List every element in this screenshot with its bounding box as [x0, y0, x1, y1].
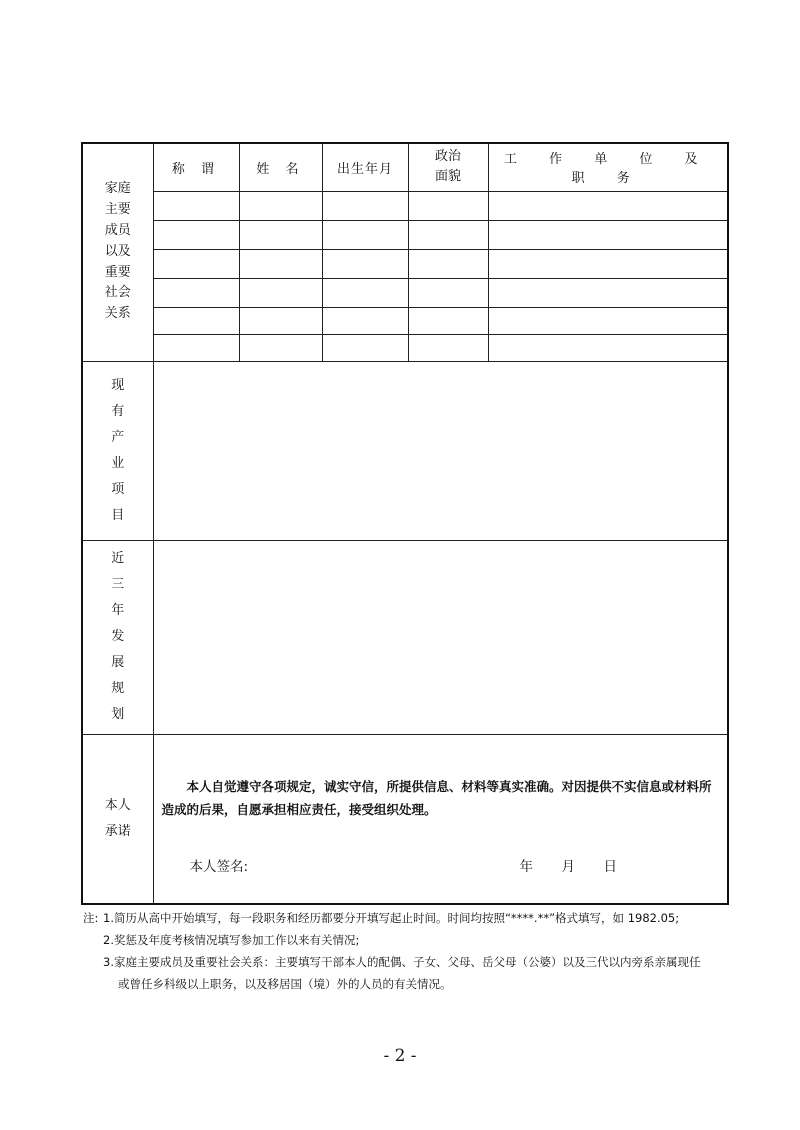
- family-member-row: [82, 334, 728, 361]
- name-cell[interactable]: [239, 220, 322, 249]
- industry-label-char: 项: [111, 481, 125, 497]
- registration-form-table: [81, 142, 729, 905]
- political-cell[interactable]: [408, 220, 488, 249]
- birth-cell[interactable]: [322, 249, 408, 278]
- notes-prefix: 注:: [83, 911, 99, 925]
- family-member-row: [82, 220, 728, 249]
- family-member-row: [82, 191, 728, 220]
- date-year-label: 年: [519, 858, 533, 875]
- plan-label-char: 近: [111, 551, 125, 566]
- plan-label-char: 展: [111, 655, 125, 670]
- note-continuation: 或曾任乡科级以上职务，以及移居国（境）外的人员的有关情况。: [118, 977, 452, 991]
- pledge-label-line: 承诺: [104, 823, 131, 839]
- header-work-unit-position: 工 作 单 位 及 职 务: [488, 143, 728, 191]
- note-text: 2.奖惩及年度考核情况填写参加工作以来有关情况;: [103, 933, 360, 947]
- plan-label-char: 规: [111, 681, 125, 696]
- pledge-content-cell: [153, 734, 728, 904]
- birth-cell[interactable]: [322, 278, 408, 307]
- note-text: 3.家庭主要成员及重要社会关系：主要填写干部本人的配偶、子女、父母、岳父母（公婆）以及三代以内旁系亲属现任: [103, 955, 701, 969]
- family-section-label: [82, 143, 153, 361]
- relation-cell[interactable]: [153, 334, 239, 361]
- family-label-line: 主要: [104, 202, 131, 218]
- work-cell[interactable]: [488, 220, 728, 249]
- plan-label-char: 三: [111, 577, 125, 592]
- name-cell[interactable]: [239, 191, 322, 220]
- pledge-section-label: [82, 734, 153, 904]
- political-cell[interactable]: [408, 249, 488, 278]
- header-name: 姓 名: [239, 143, 322, 191]
- political-cell[interactable]: [408, 307, 488, 334]
- name-cell[interactable]: [239, 278, 322, 307]
- family-label-line: 成员: [104, 223, 131, 239]
- industry-label-char: 现: [111, 377, 125, 393]
- family-label-line: 以及: [104, 243, 131, 259]
- header-relation: 称 谓: [153, 143, 239, 191]
- family-label-line: 家庭: [104, 181, 131, 197]
- date-day-label: 日: [603, 858, 617, 875]
- relation-cell[interactable]: [153, 220, 239, 249]
- industry-content-cell[interactable]: [153, 361, 728, 540]
- plan-content-cell[interactable]: [153, 540, 728, 734]
- family-member-row: [82, 307, 728, 334]
- header-political-line1: 政治: [434, 149, 461, 165]
- relation-cell[interactable]: [153, 191, 239, 220]
- family-label-line: 社会: [104, 285, 131, 301]
- header-birth-date: 出生年月: [322, 143, 408, 191]
- page-number: - 2 -: [383, 1046, 417, 1066]
- birth-cell[interactable]: [322, 334, 408, 361]
- work-cell[interactable]: [488, 334, 728, 361]
- note-item: [83, 929, 743, 951]
- name-cell[interactable]: [239, 307, 322, 334]
- plan-label-char: 年: [111, 603, 125, 618]
- family-label-line: 关系: [104, 306, 131, 322]
- note-item: [83, 907, 743, 929]
- family-label-line: 重要: [104, 264, 131, 280]
- note-text: 1.简历从高中开始填写，每一段职务和经历都要分开填写起止时间。时间均按照“****.**”格式填写，如 1982.05;: [103, 911, 680, 925]
- family-member-row: [82, 278, 728, 307]
- industry-label-char: 产: [111, 429, 125, 445]
- industry-label-char: 业: [111, 455, 125, 471]
- name-cell[interactable]: [239, 249, 322, 278]
- relation-cell[interactable]: [153, 249, 239, 278]
- political-cell[interactable]: [408, 278, 488, 307]
- name-cell[interactable]: [239, 334, 322, 361]
- relation-cell[interactable]: [153, 307, 239, 334]
- birth-cell[interactable]: [322, 191, 408, 220]
- industry-label-char: 有: [111, 403, 125, 419]
- birth-cell[interactable]: [322, 220, 408, 249]
- plan-section-label: [82, 540, 153, 734]
- work-cell[interactable]: [488, 307, 728, 334]
- note-item: [83, 951, 743, 973]
- family-member-row: [82, 249, 728, 278]
- pledge-statement: 本人自觉遵守各项规定，诚实守信，所提供信息、材料等真实准确。对因提供不实信息或材料所造成的后果，自愿承担相应责任，接受组织处理。: [161, 778, 712, 817]
- header-political-line2: 面貌: [434, 169, 461, 185]
- industry-section-label: [82, 361, 153, 540]
- work-cell[interactable]: [488, 191, 728, 220]
- plan-label-char: 发: [111, 629, 125, 644]
- work-cell[interactable]: [488, 278, 728, 307]
- political-cell[interactable]: [408, 191, 488, 220]
- header-political-status: [408, 143, 488, 191]
- signature-label: 本人签名:: [189, 858, 249, 875]
- work-cell[interactable]: [488, 249, 728, 278]
- political-cell[interactable]: [408, 334, 488, 361]
- date-month-label: 月: [561, 858, 575, 875]
- relation-cell[interactable]: [153, 278, 239, 307]
- plan-label-char: 划: [111, 707, 125, 722]
- industry-label-char: 目: [111, 507, 125, 523]
- birth-cell[interactable]: [322, 307, 408, 334]
- pledge-label-line: 本人: [104, 797, 131, 813]
- footnotes: [83, 907, 743, 995]
